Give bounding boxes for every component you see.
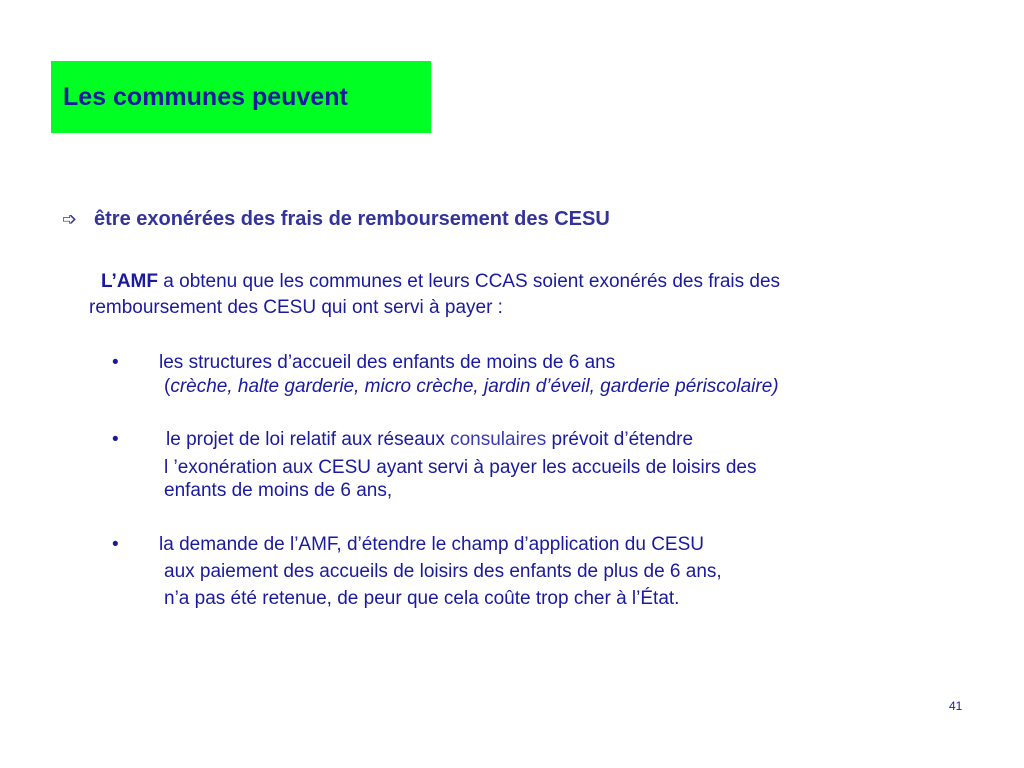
bullet-2-line-1	[166, 429, 693, 451]
bullet-1-examples: crèche, halte garderie, micro crèche, jardin d’éveil, garderie périscolaire)	[170, 376, 779, 397]
slide-title: Les communes peuvent	[63, 83, 348, 111]
page-number: 41	[949, 699, 963, 713]
bullet-1-line-1: les structures d’accueil des enfants de moins de 6 ans	[159, 352, 616, 373]
section-heading-text: être exonérées des frais de remboursement des CESU	[94, 208, 610, 230]
bullet-2-line-3: enfants de moins de 6 ans,	[164, 480, 393, 501]
bullet-marker: •	[112, 352, 119, 373]
bullet-1-line-2	[164, 376, 779, 398]
title-box	[51, 61, 431, 133]
bullet-marker: •	[112, 534, 119, 555]
arrow-icon: ➩	[62, 209, 78, 229]
paren-open: (	[164, 376, 171, 397]
intro-line-1	[101, 271, 780, 293]
bullet-2-line-1-a: le projet de loi relatif aux réseaux	[166, 429, 451, 450]
intro-lead: L’AMF	[101, 271, 158, 292]
bullet-2-line-2: l ’exonération aux CESU ayant servi à payer les accueils de loisirs des	[164, 457, 757, 478]
bullet-3-line-2: aux paiement des accueils de loisirs des enfants de plus de 6 ans,	[164, 561, 722, 582]
intro-line-2: remboursement des CESU qui ont servi à payer :	[89, 297, 503, 318]
bullet-2-consulaires: consulaires	[450, 429, 547, 450]
intro-rest: a obtenu que les communes et leurs CCAS soient exonérés des frais des	[158, 271, 781, 292]
bullet-2-line-1-c: prévoit d’étendre	[546, 429, 694, 450]
section-heading	[62, 208, 610, 231]
bullet-marker: •	[112, 429, 119, 450]
bullet-3-line-3: n’a pas été retenue, de peur que cela coûte trop cher à l’État.	[164, 588, 680, 609]
bullet-3-line-1: la demande de l’AMF, d’étendre le champ d’application du CESU	[159, 534, 704, 555]
